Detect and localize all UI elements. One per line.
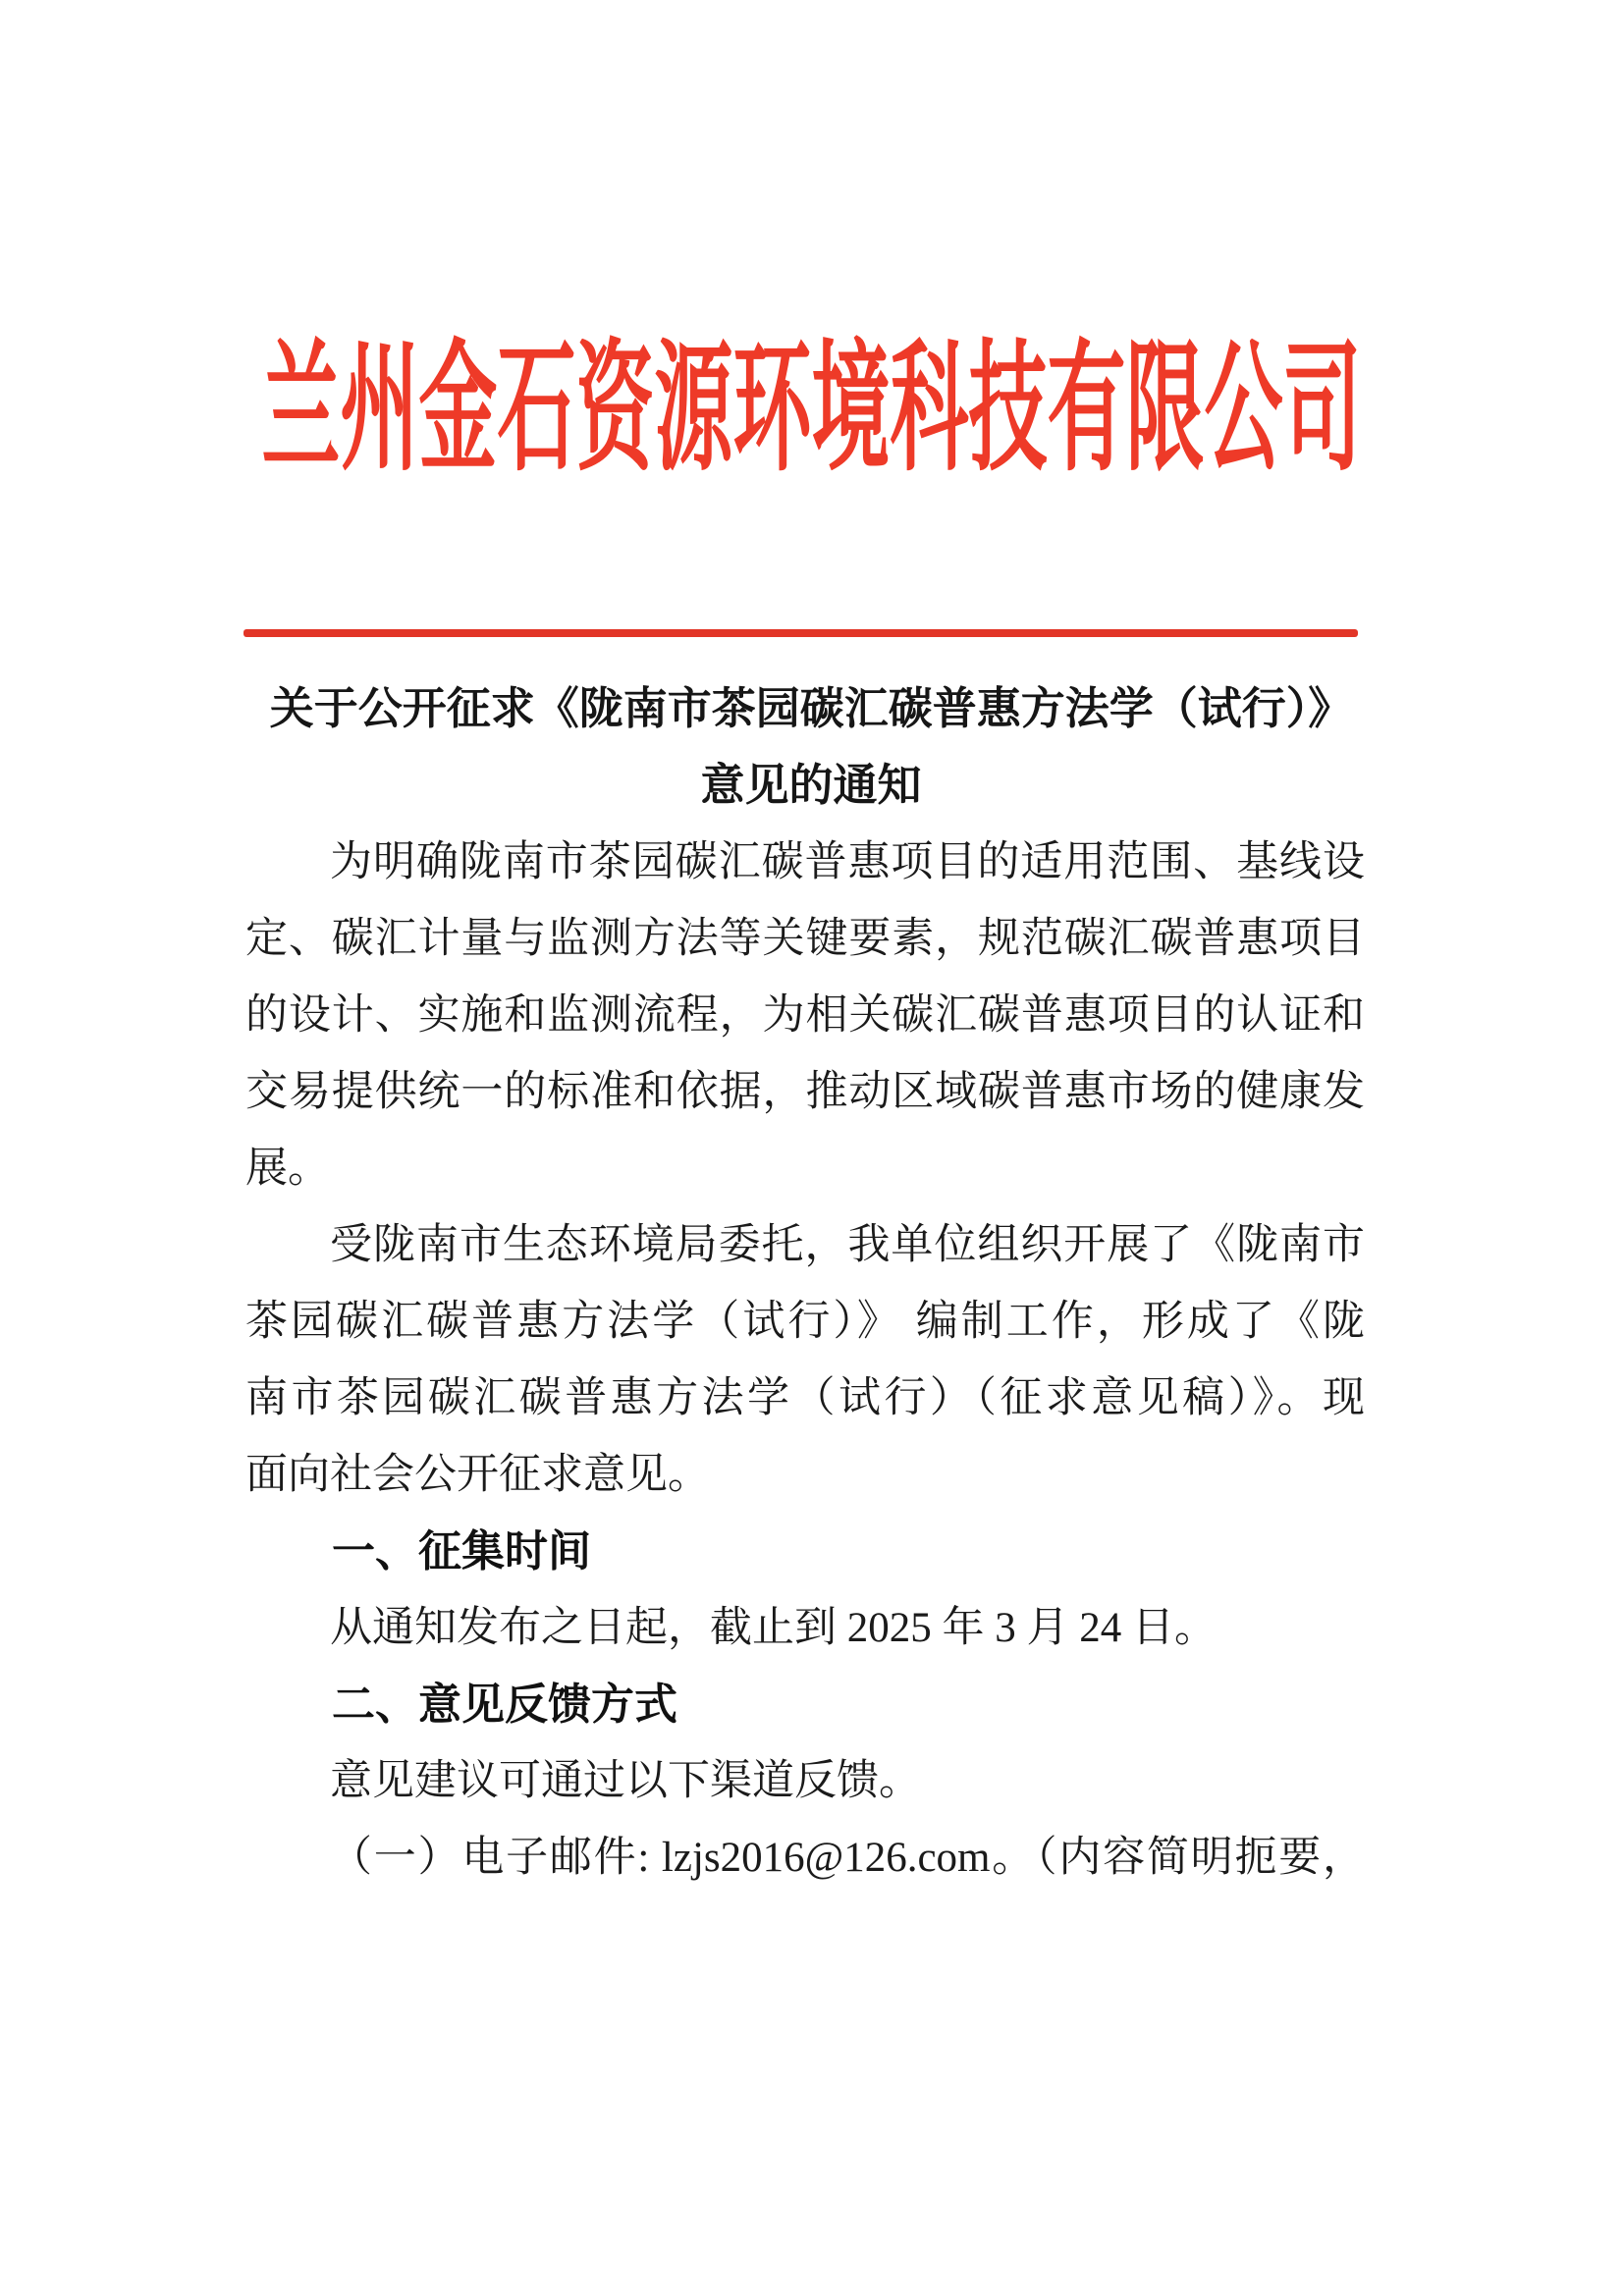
notice-title-line-1: 关于公开征求《陇南市茶园碳汇碳普惠方法学（试行）》 bbox=[269, 684, 1353, 733]
notice-title bbox=[251, 670, 1371, 824]
notice-body bbox=[245, 825, 1365, 1896]
body-line: 交易提供统一的标准和依据，推动区域碳普惠市场的健康发 bbox=[245, 1069, 1365, 1115]
letterhead-divider-rule bbox=[243, 629, 1358, 637]
section-heading-feedback-method: 二、意见反馈方式 bbox=[332, 1681, 677, 1729]
body-line: 茶园碳汇碳普惠方法学（试行）》 编制工作，形成了《陇 bbox=[245, 1299, 1365, 1345]
body-line: 面向社会公开征求意见。 bbox=[245, 1452, 710, 1498]
body-line: 受陇南市生态环境局委托，我单位组织开展了《陇南市 bbox=[330, 1222, 1365, 1268]
body-line-email: （一）电子邮件: lzjs2016@126.com。（内容简明扼要， bbox=[330, 1835, 1365, 1881]
body-line: 意见建议可通过以下渠道反馈。 bbox=[330, 1758, 921, 1804]
body-line: 的设计、实施和监测流程，为相关碳汇碳普惠项目的认证和 bbox=[245, 992, 1365, 1039]
body-line: 南市茶园碳汇碳普惠方法学（试行）（征求意见稿）》。现 bbox=[245, 1375, 1365, 1421]
section-heading-collection-time: 一、征集时间 bbox=[332, 1527, 591, 1575]
body-line: 展。 bbox=[245, 1146, 330, 1192]
body-line: 为明确陇南市茶园碳汇碳普惠项目的适用范围、基线设 bbox=[330, 839, 1365, 885]
company-letterhead: 兰州金石资源环境科技有限公司 bbox=[261, 333, 1362, 489]
body-line: 定、碳汇计量与监测方法等关键要素，规范碳汇碳普惠项目 bbox=[245, 916, 1365, 962]
body-line: 从通知发布之日起，截止到 2025 年 3 月 24 日。 bbox=[330, 1605, 1217, 1651]
notice-title-line-2: 意见的通知 bbox=[700, 761, 922, 810]
